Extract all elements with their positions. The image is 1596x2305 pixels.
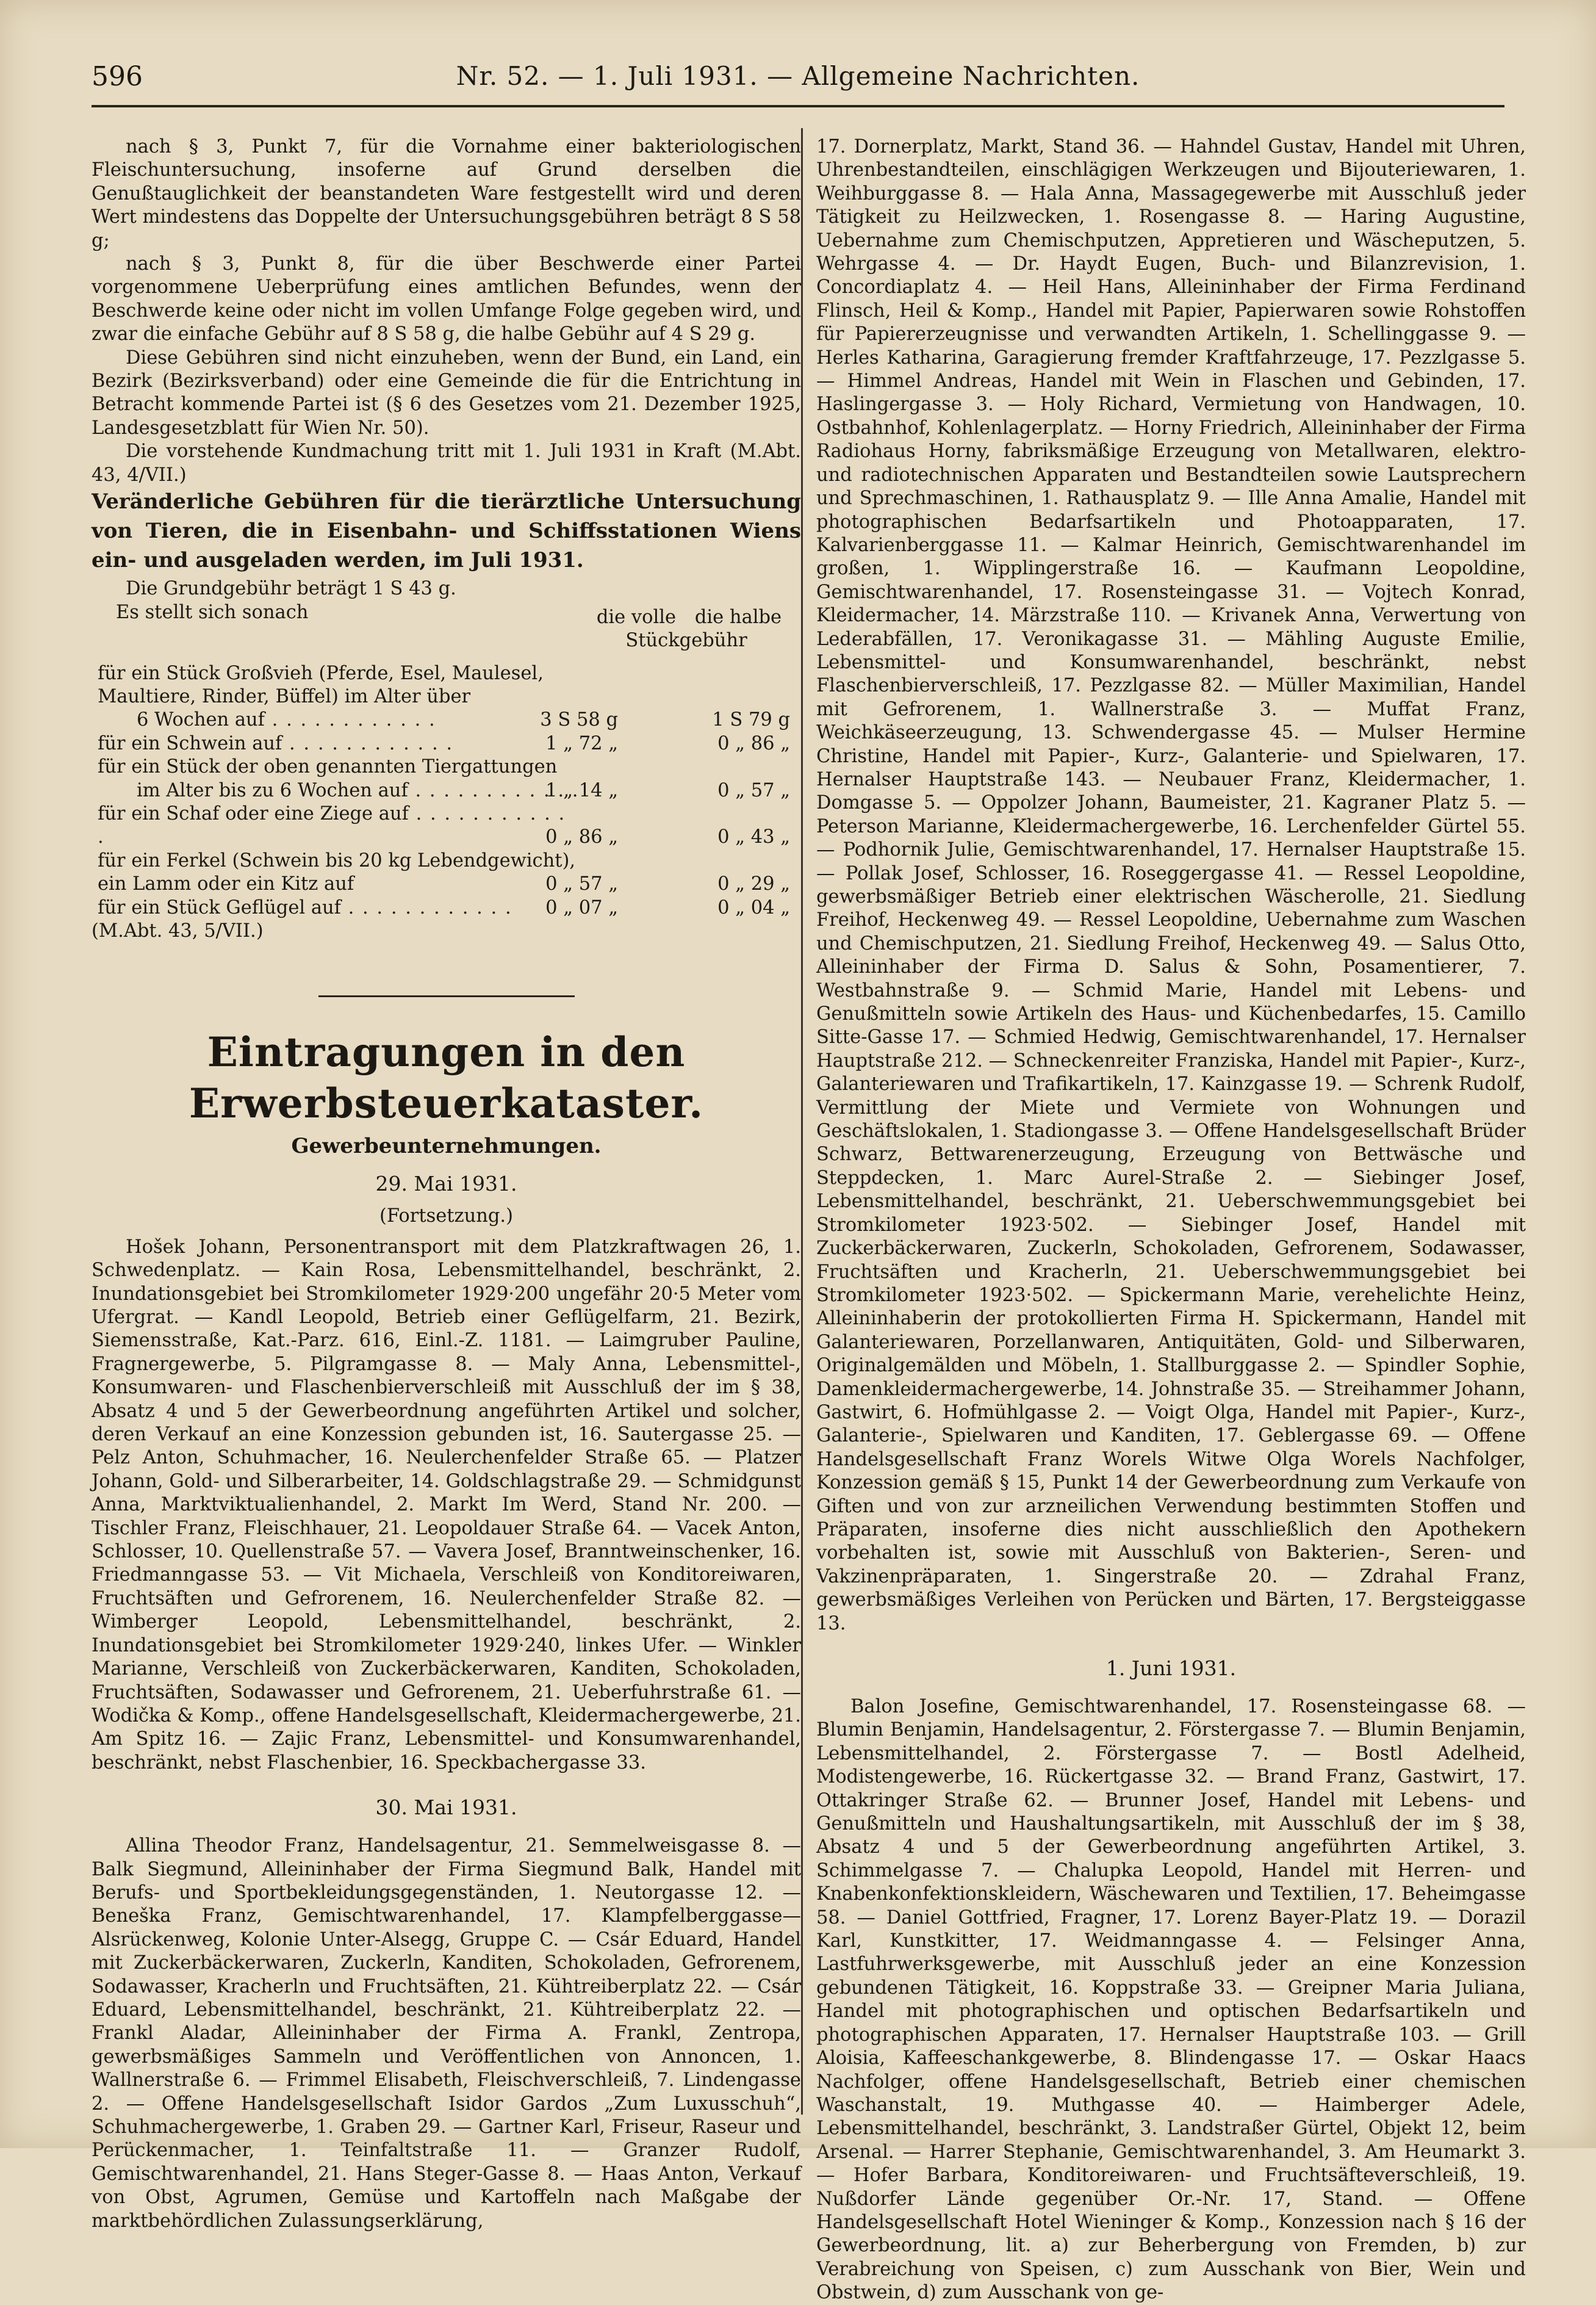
register-paragraph: Hošek Johann, Personentransport mit dem Platzkraftwagen 26, 1. Schwedenplatz. — Kain Rosa, Lebensmittelhandel, beschränkt, 2. Inundationsgebiet bei Stromkilometer 1929·200 ungefähr 20·5 Meter vom Ufergrat. — Kandl Leopold, Betrieb einer Geflügelfarm, 21. Bezirk, Siemensstraße, Kat.-Parz. 616, Einl.-Z. 1181. — Laimgruber Pauline, Fragnergewerbe, 5. Pilgramgasse 8. — Maly Anna, Lebensmittel-, Konsumwaren- und Flaschenbierverschleiß mit Ausschluß der im § 38, Absatz 4 und 5 der Gewerbeordnung angeführten Artikel und solcher, deren Verkauf an eine Konzession gebunden ist, 16. Sautergasse 25. — Pelz Anton, Schuhmacher, 16. Neulerchenfelder Straße 65. — Platzer Johann, Gold- und Silberarbeiter, 14. Goldschlagstraße 29. — Schmidgunst Anna, Marktviktualienhandel, 2. Markt Im Werd, Stand Nr. 200. — Tischler Franz, Fleischhauer, 21. Leopoldauer Straße 64. — Vacek Anton, Schlosser, 10. Quellenstraße 57. — Vavera Josef, Branntweinschenker, 16. Friedmanngasse 53. — Vit Michaela, Verschleiß von Konditoreiwaren, Fruchtsäften und Gefrorenem, 16. Neulerchenfelder Straße 82. — Wimberger Leopold, Lebensmittelhandel, beschränkt, 2. Inundationsgebiet bei Stromkilometer 1929·240, linkes Ufer. — Winkler Marianne, Verschleiß von Zuckerbäckerwaren, Kanditen, Schokoladen, Fruchtsäften, Sodawasser und Gefrorenem, 21. Ueberfuhrstraße 61. — Wodička & Komp., offene Handelsgesellschaft, Kleidermachergewerbe, 21. Am Spitz 16. — Zajic Franz, Lebensmittel- und Konsumwarenhandel, beschränkt, nebst Flaschenbier, 16. Speckbachergasse 33. — [92, 1236, 801, 1773]
intro-paragraph: nach § 3, Punkt 8, für die über Beschwerde einer Partei vorgenommene Ueberprüfung eines amtlichen Befundes, wenn der Beschwerde keine oder nicht im vollen Umfange Folge gegeben wird, und zwar die einfache Gebühr auf 8 S 58 g, die halbe Gebühr auf 4 S 29 g. — [92, 253, 801, 345]
fee-half-value: 0 „ 04 „ — [717, 896, 790, 918]
register-paragraph: Allina Theodor Franz, Handelsagentur, 21. Semmelweisgasse 8. — Balk Siegmund, Alleininhaber der Firma Siegmund Balk, Handel mit Berufs- und Sportbekleidungsgegenständen, 1. Neutorgasse 12. — Beneška Franz, Gemischtwarenhandel, 17. Klampfelberggasse—Alsrückenweg, Kolonie Unter-Alsegg, Gruppe C. — Csár Eduard, Handel mit Zuckerbäckerwaren, Zuckerln, Kanditen, Schokoladen, Gefrorenem, Sodawasser, Kracherln und Fruchtsäften, 21. Kühtreiberplatz 22. — Csár Eduard, Lebensmittelhandel, beschränkt, 21. Kühtreiberplatz 22. — Frankl Aladar, Alleininhaber der Firma A. Frankl, Zentropa, gewerbsmäßiges Sammeln und Veröffentlichen von Annoncen, 1. Wallnerstraße 6. — Frimmel Elisabeth, Fleischverschleiß, 7. Lindengasse 2. — Offene Handelsgesellschaft Isidor Gardos „Zum Luxusschuh“, Schuhmachergewerbe, 1. Graben 29. — Gartner Karl, Friseur, Raseur und Perückenmacher, 1. Teinfaltstraße 11. — Granzer Rudolf, Gemischtwarenhandel, 21. Hans Steger-Gasse 8. — Haas Anton, Verkauf von Obst, Agrumen, Gemüse und Kartoffeln nach Maßgabe der marktbehördlichen Zulassungserklärung, — [92, 1835, 801, 2232]
fee-half-value: 0 „ 57 „ — [717, 779, 790, 801]
fee-row-label-cont: 6 Wochen auf . . . — [137, 709, 436, 730]
col-header-half: die halbe — [694, 606, 782, 628]
fee-table — [92, 577, 801, 943]
fee-table-lead: Es stellt sich sonach — [116, 601, 309, 623]
section-subtitle: Gewerbeunternehmungen. — [291, 1134, 602, 1159]
fee-row-label: für ein Stück der oben genannten Tiergattungen — [98, 756, 558, 778]
page-number: 596 — [92, 61, 143, 92]
fee-row — [92, 662, 801, 732]
entry-date: 1. Juni 1931. — [1105, 1656, 1237, 1680]
fee-half-value: 1 S 79 g — [712, 709, 790, 731]
intro-paragraph: nach § 3, Punkt 7, für die Vornahme einer bakteriologischen Fleischuntersuchung, insoferne auf Grund derselben die Genußtauglichkeit der beanstandeten Ware festgestellt wird und deren Wert mindestens das Doppelte der Untersuchungsgebühren beträgt 8 S 58 g; — [92, 136, 801, 251]
fee-half-value: 0 „ 86 „ — [717, 732, 790, 754]
intro-paragraph: Diese Gebühren sind nicht einzuheben, wenn der Bund, ein Land, ein Bezirk (Bezirksverband) oder eine Gemeinde die für die Entrichtung in Betracht kommende Partei ist (§ 6 des Gesetzes vom 21. Dezember 1925, Landesgesetzblatt für Wien Nr. 50). — [92, 347, 801, 439]
fee-row-label: für ein Schwein auf . . . — [98, 733, 453, 754]
fee-table-header — [92, 601, 801, 662]
column-separator — [801, 128, 803, 2115]
register-paragraph: Balon Josefine, Gemischtwarenhandel, 17. Rosensteingasse 68. — Blumin Benjamin, Handelsagentur, 2. Förstergasse 7. — Blumin Benjamin, Lebensmittelhandel, 2. Förstergasse 7. — Bostl Adelheid, Modistengewerbe, 16. Rückertgasse 32. — Brand Franz, Gastwirt, 17. Ottakringer Straße 62. — Brunner Josef, Handel mit Lebens- und Genußmitteln und Haushaltungsartikeln, mit Ausschluß der im § 38, Absatz 4 und 5 der Gewerbeordnung angeführten Artikel, 3. Schimmelgasse 7. — Chalupka Leopold, Handel mit Herren- und Knabenkonfektionskleidern, Wäschewaren und Textilien, 17. Beheimgasse 58. — Daniel Gottfried, Fragner, 17. Lorenz Bayer-Platz 19. — Dorazil Karl, Kunstkitter, 17. Weidmanngasse 4. — Felsinger Anna, Lastfuhrwerksgewerbe, mit Ausschluß jeder an eine Konzession gebundenen Tätigkeit, 16. Koppstraße 33. — Greipner Maria Juliana, Handel mit photographischen und optischen Bedarfsartikeln und photographischen Apparaten, 17. Hernalser Hauptstraße 103. — Grill Aloisia, Kaffeeschankgewerbe, 8. Blindengasse 17. — Oskar Haacs Nachfolger, offene Handelsgesellschaft, Betrieb einer chemischen Waschanstalt, 19. Muthgasse 40. — Haimberger Adele, Lebensmittelhandel, beschränkt, 3. Landstraßer Gürtel, Objekt 12, beim Arsenal. — Harrer Stephanie, Gemischtwarenhandel, 3. Am Heumarkt 3. — Hofer Barbara, Konditoreiwaren- und Fruchtsäfteverschleiß, 19. Nußdorfer Lände gegenüber Or.-Nr. 17, Stand. — Offene Handelsgesellschaft Hotel Wieninger & Komp., Konzession nach § 16 der Gewerbeordnung, lit. a) zur Beherbergung von Fremden, b) zur Verabreichung von Speisen, c) zum Ausschank von Bier, Wein und Obstwein, d) zum Ausschank von ge- — [816, 1696, 1526, 2304]
intro-paragraph: Die vorstehende Kundmachung tritt mit 1. Juli 1931 in Kraft (M.Abt. 43, 4/VII.) — [92, 441, 801, 486]
fee-row — [92, 849, 801, 896]
continuation-note: (Fortsetzung.) — [379, 1205, 514, 1227]
col-header-sub: Stückgebühr — [625, 629, 747, 651]
fee-row-label-cont: im Alter bis zu 6 Wochen auf . . . — [137, 780, 579, 801]
entry-date: 30. Mai 1931. — [375, 1795, 517, 1820]
header-rule — [92, 105, 1504, 107]
fee-heading: Veränderliche Gebühren für die tierärztliche Untersuchung von Tieren, die in Eisenbahn- und Schiffsstationen Wiens ein- und ausgeladen werden, im Juli 1931. — [92, 489, 801, 573]
register-paragraph: 17. Dornerplatz, Markt, Stand 36. — Hahndel Gustav, Handel mit Uhren, Uhrenbestandteilen, einschlägigen Werkzeugen und Bijouteriewaren, 1. Weihburggasse 8. — Hala Anna, Massagegewerbe mit Ausschluß jeder Tätigkeit zu Heilzwecken, 1. Rosengasse 8. — Haring Augustine, Uebernahme zum Chemischputzen, Appretieren und Wäscheputzen, 5. Wehrgasse 4. — Dr. Haydt Eugen, Buch- und Bilanzrevision, 1. Concordiaplatz 4. — Heil Hans, Alleininhaber der Firma Ferdinand Flinsch, Heil & Komp., Handel mit Papier, Papierwaren sowie Rohstoffen für Papiererzeugnisse und verwandten Artikeln, 1. Schellinggasse 9. — Herles Katharina, Garagierung fremder Kraftfahrzeuge, 17. Pezzlgasse 5. — Himmel Andreas, Handel mit Wein in Flaschen und Gebinden, 17. Haslingergasse 3. — Holy Richard, Vermietung von Handwagen, 10. Ostbahnhof, Kohlenlagerplatz. — Horny Friedrich, Alleininhaber der Firma Radiohaus Horny, fabriksmäßige Erzeugung von Metallwaren, elektro- und radiotechnischen Apparaten und Bestandteilen sowie Lautsprechern und Sprechmaschinen, 1. Rathausplatz 9. — Ille Anna Amalie, Handel mit photographischen Bedarfsartikeln und Photoapparaten, 17. Kalvarienberggasse 11. — Kalmar Heinrich, Gemischtwarenhandel im großen, 1. Wipplingerstraße 16. — Kaufmann Leopoldine, Gemischtwarenhandel, 17. Rosensteingasse 31. — Vojtech Konrad, Kleidermacher, 14. Märzstraße 110. — Krivanek Anna, Verwertung von Lederabfällen, 17. Veronikagasse 31. — Mähling Auguste Emilie, Lebensmittel- und Konsumwarenhandel, beschränkt, nebst Flaschenbierverschleiß, 17. Pezzlgasse 82. — Müller Maximilian, Handel mit Gefrorenem, 1. Wallnerstraße 3. — Muffat Franz, Weichkäseerzeugung, 13. Schwendergasse 45. — Mulser Hermine Christine, Handel mit Papier-, Kurz-, Galanterie- und Spielwaren, 17. Hernalser Hauptstraße 143. — Neubauer Franz, Kleidermacher, 1. Domgasse 5. — Oppolzer Johann, Baumeister, 21. Kagraner Platz 5. — Peterson Marianne, Kleidermachergewerbe, 16. Lerchenfelder Gürtel 55. — Podhornik Julie, Gemischtwarenhandel, 17. Hernalser Hauptstraße 15. — Pollak Josef, Schlosser, 16. Roseggergasse 41. — Ressel Leopoldine, gewerbsmäßiger Betrieb einer elektrischen Wäscherolle, 21. Siedlung Freihof, Heckenweg 49. — Ressel Leopoldine, Uebernahme zum Waschen und Chemischputzen, 21. Siedlung Freihof, Heckenweg 49. — Salus Otto, Alleininhaber der Firma D. Salus & Sohn, Posamentierer, 7. Westbahnstraße 9. — Schmid Marie, Handel mit Lebens- und Genußmitteln sowie Artikeln des Haus- und Küchenbedarfes, 15. Camillo Sitte-Gasse 17. — Schmied Hedwig, Gemischtwarenhandel, 17. Hernalser Hauptstraße 212. — Schneckenreiter Franziska, Handel mit Papier-, Kurz-, Galanteriewaren und Trafikartikeln, 17. Kainzgasse 19. — Schrenk Rudolf, Vermittlung der Miete und Vermiete von Wohnungen und Geschäftslokalen, 1. Stadiongasse 3. — Offene Handelsgesellschaft Brüder Schwarz, Bettwarenerzeugung, Erzeugung von Bettwäsche und Steppdecken, 1. Marc Aurel-Straße 2. — Siebinger Josef, Lebensmittelhandel, beschränkt, 21. Ueberschwemmungsgebiet bei Stromkilometer 1923·502. — Siebinger Josef, Handel mit Zuckerbäckerwaren, Zuckerln, Schokoladen, Gefrorenem, Sodawasser, Fruchtsäften und Kracherln, 21. Ueberschwemmungsgebiet bei Stromkilometer 1923·502. — Spickermann Marie, verehelichte Heinz, Alleininhaberin der protokollierten Firma H. Spickermann, Handel mit Galanteriewaren, Porzellanwaren, Antiquitäten, Gold- und Silberwaren, Originalgemälden und Möbeln, 1. Stallburggasse 2. — Spindler Sophie, Damenkleidermachergewerbe, 14. Johnstraße 35. — Streihammer Johann, Gastwirt, 6. Hofmühlgasse 2. — Voigt Olga, Handel mit Papier-, Kurz-, Galanterie-, Spielwaren und Kanditen, 17. Geblergasse 69. — Offene Handelsgesellschaft Franz Worels Witwe Olga Worels Nachfolger, Konzession gemäß § 15, Punkt 14 der Gewerbeordnung zum Verkaufe von Giften und von zur arzneilichen Verwendung bestimmten Stoffen und Präparaten, insoferne dies nicht ausschließlich den Apothekern vorbehalten ist, sowie mit Ausschluß von Bakterien-, Seren- und Vakzinenpräparaten, 1. Singerstraße 20. — Zdrahal Franz, gewerbsmäßiges Verleihen von Perücken und Bärten, 17. Bergsteiggasse 13. — [816, 136, 1526, 1634]
fee-row-label: für ein Stück Großvieh (Pferde, Esel, Maulesel, Maultiere, Rinder, Büffel) im Alter über — [98, 662, 544, 707]
fee-full-value: 0 „ 86 „ — [545, 826, 618, 848]
fee-base-line: Die Grundgebühr beträgt 1 S 43 g. — [126, 578, 456, 600]
col-header-full: die volle — [596, 606, 677, 628]
left-column — [92, 135, 801, 2232]
fee-row-label: für ein Ferkel (Schwein bis 20 kg Lebendgewicht), ein Lamm oder ein Kitz auf — [98, 849, 576, 895]
entry-date: 29. Mai 1931. — [375, 1172, 517, 1196]
fee-row — [92, 732, 801, 756]
page-header — [92, 61, 1504, 104]
fee-half-value: 0 „ 29 „ — [717, 873, 790, 895]
fee-row-label: für ein Schaf oder eine Ziege auf . . . — [98, 803, 566, 848]
running-title: Nr. 52. — 1. Juli 1931. — Allgemeine Nachrichten. — [456, 61, 1140, 91]
fee-row — [92, 803, 801, 849]
section-divider — [318, 995, 575, 997]
fee-full-value: 3 S 58 g — [540, 709, 618, 731]
fee-row-label: für ein Stück Geflügel auf . . . — [98, 897, 512, 918]
fee-half-value: 0 „ 43 „ — [717, 826, 790, 848]
fee-row — [92, 756, 801, 803]
fee-row — [92, 896, 801, 920]
fee-full-value: 0 „ 07 „ — [545, 896, 618, 918]
fee-full-value: 0 „ 57 „ — [545, 873, 618, 895]
fee-table-note: (M.Abt. 43, 5/VII.) — [92, 920, 264, 942]
section-title: Eintragungen in den Erwerbsteuerkataster. — [189, 1028, 704, 1128]
right-column — [816, 135, 1526, 2304]
fee-full-value: 1 „ 72 „ — [545, 732, 618, 754]
fee-full-value: 1 „ 14 „ — [545, 779, 618, 801]
